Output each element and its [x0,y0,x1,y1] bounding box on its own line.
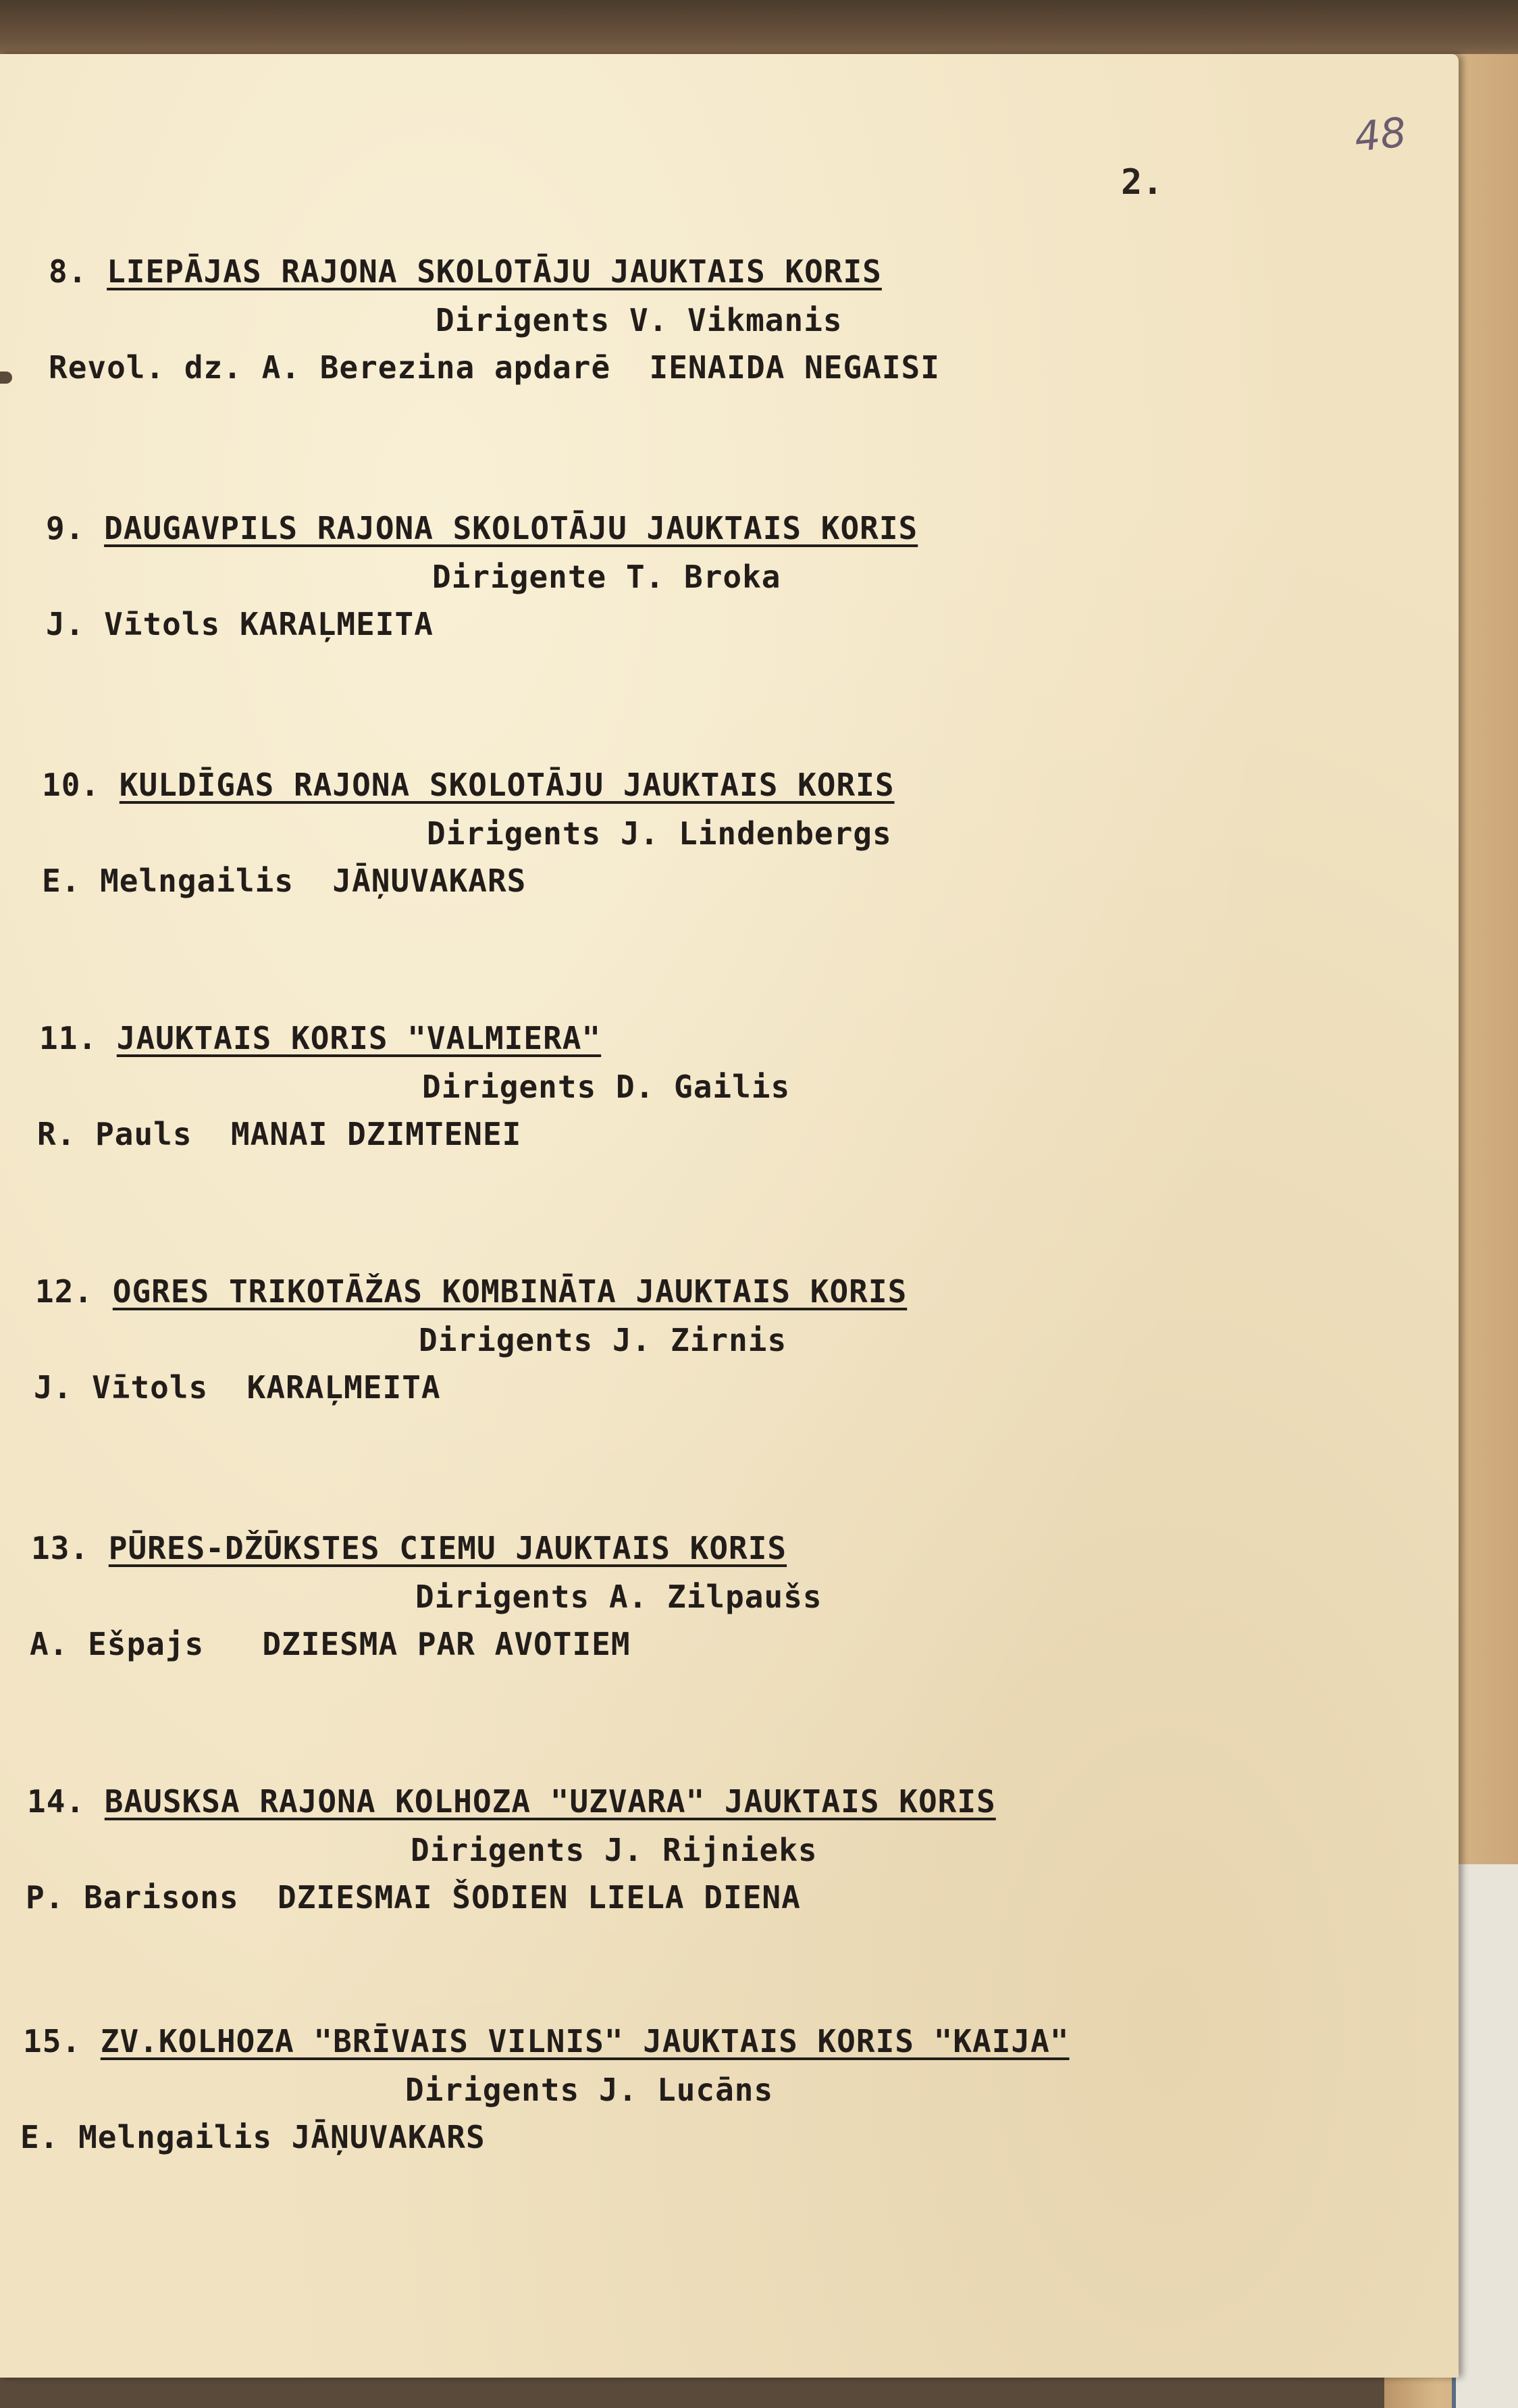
work-line: J. Vītols KARAĻMEITA [46,606,434,642]
entry-number: 14. [27,1783,86,1820]
work-line: Revol. dz. A. Berezina apdarē IENAIDA NEGAISI [49,349,940,386]
conductor-line: Dirigente T. Broka [432,559,781,595]
choir-title: JAUKTAIS KORIS "VALMIERA" [116,1020,602,1056]
conductor-line: Dirigents V. Vikmanis [436,302,843,338]
entry-number: 13. [31,1530,90,1566]
choir-title: LIEPĀJAS RAJONA SKOLOTĀJU JAUKTAIS KORIS [107,253,882,290]
entry-number: 8. [49,253,88,290]
choir-title: ZV.KOLHOZA "BRĪVAIS VILNIS" JAUKTAIS KORIS "KAIJA" [100,2023,1070,2059]
conductor-line: Dirigents A. Zilpaušs [415,1579,822,1615]
conductor-line: Dirigents J. Zirnis [419,1322,787,1358]
entry-number: 15. [23,2023,82,2059]
choir-title: BAUSKSA RAJONA KOLHOZA "UZVARA" JAUKTAIS KORIS [104,1783,996,1820]
entry-number: 12. [35,1273,94,1310]
work-line: J. Vītols KARAĻMEITA [34,1369,441,1406]
work-line: E. Melngailis JĀŅUVAKARS [42,863,527,899]
backing-card [1452,1864,1518,2408]
choir-title: KULDĪGAS RAJONA SKOLOTĀJU JAUKTAIS KORIS [119,767,895,803]
work-line: E. Melngailis JĀŅUVAKARS [20,2119,486,2155]
entry-number: 10. [42,767,101,803]
conductor-line: Dirigents J. Lindenbergs [427,815,892,852]
conductor-line: Dirigents J. Lucāns [405,2072,774,2108]
folio-number: 48 [1352,109,1409,161]
work-line: P. Barisons DZIESMAI ŠODIEN LIELA DIENA [26,1879,801,1916]
conductor-line: Dirigents D. Gailis [422,1069,791,1105]
entry-number: 9. [46,510,85,546]
page-number: 2. [1121,162,1163,203]
choir-title: DAUGAVPILS RAJONA SKOLOTĀJU JAUKTAIS KORIS [104,510,918,546]
entry-number: 11. [39,1020,98,1056]
background-edge [0,0,1518,61]
work-line: R. Pauls MANAI DZIMTENEI [37,1116,522,1152]
choir-title: PŪRES-DŽŪKSTES CIEMU JAUKTAIS KORIS [108,1530,787,1566]
work-line: A. Ešpajs DZIESMA PAR AVOTIEM [30,1626,631,1662]
document-page [0,54,1459,2378]
binding-notch [0,372,12,384]
conductor-line: Dirigents J. Rijnieks [411,1832,818,1868]
choir-title: OGRES TRIKOTĀŽAS KOMBINĀTA JAUKTAIS KORIS [112,1273,908,1310]
